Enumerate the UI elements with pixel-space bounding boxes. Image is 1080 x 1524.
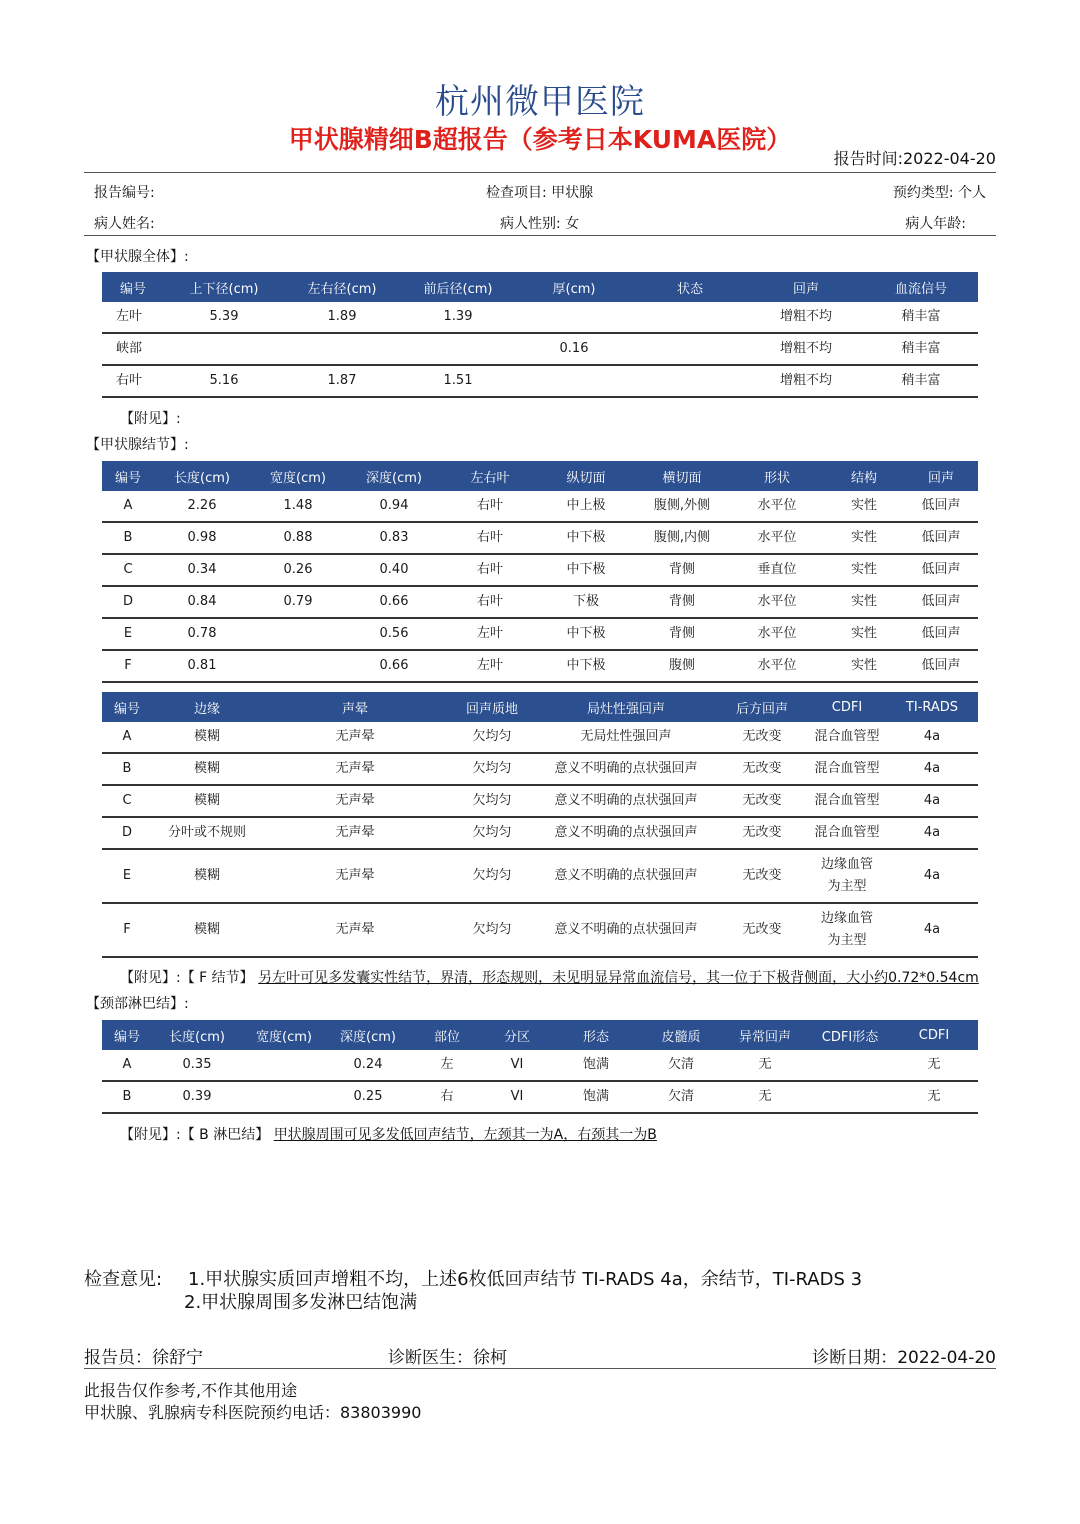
table-row bbox=[102, 1081, 978, 1113]
table-cell: A bbox=[102, 722, 152, 753]
table-cell: 欠均匀 bbox=[448, 722, 536, 753]
table-cell bbox=[632, 333, 748, 365]
table-cell: 意义不明确的点状强回声 bbox=[536, 849, 716, 903]
table-cell: 右叶 bbox=[442, 586, 538, 618]
table-cell: B bbox=[102, 1081, 152, 1113]
table-cell bbox=[810, 1050, 890, 1081]
nodule-table-2 bbox=[102, 692, 978, 958]
table-cell: 水平位 bbox=[730, 522, 824, 554]
nodule-note bbox=[120, 967, 979, 987]
table-cell: 0.56 bbox=[346, 618, 442, 650]
col-header: 编号 bbox=[102, 692, 152, 722]
col-header: 左右径(cm) bbox=[284, 272, 400, 302]
table-cell bbox=[284, 333, 400, 365]
col-header: 局灶性强回声 bbox=[536, 692, 716, 722]
table-cell: 中下极 bbox=[538, 618, 634, 650]
table-cell: 0.25 bbox=[326, 1081, 410, 1113]
col-header: 回声质地 bbox=[448, 692, 536, 722]
col-header: 编号 bbox=[102, 1020, 152, 1050]
table-cell: 0.88 bbox=[250, 522, 346, 554]
table-cell: 无改变 bbox=[716, 753, 808, 785]
table-cell: 4a bbox=[886, 817, 978, 849]
lymph-table bbox=[102, 1020, 978, 1114]
patient-age: 病人年龄: bbox=[905, 216, 966, 232]
table-cell: 无改变 bbox=[716, 785, 808, 817]
table-cell: 下极 bbox=[538, 586, 634, 618]
report-number: 报告编号: bbox=[94, 185, 155, 201]
table-cell: 模糊 bbox=[152, 722, 262, 753]
exam-item: 检查项目: 甲状腺 bbox=[486, 185, 594, 201]
table-row bbox=[102, 333, 978, 365]
header-divider-top bbox=[84, 172, 996, 173]
table-cell bbox=[400, 333, 516, 365]
signature-divider bbox=[84, 1368, 996, 1369]
table-cell: 边缘血管为主型 bbox=[808, 849, 886, 903]
col-header: 皮髓质 bbox=[642, 1020, 720, 1050]
table-cell: 意义不明确的点状强回声 bbox=[536, 785, 716, 817]
report-subtitle: 甲状腺精细B超报告（参考日本KUMA医院） bbox=[288, 125, 792, 154]
table-cell: B bbox=[102, 522, 154, 554]
table-row bbox=[102, 522, 978, 554]
lymph-note bbox=[120, 1124, 657, 1144]
table-cell: 增粗不均 bbox=[748, 365, 864, 397]
table-cell bbox=[250, 618, 346, 650]
table-row bbox=[102, 365, 978, 397]
table-cell: 饱满 bbox=[550, 1050, 642, 1081]
table-cell: 低回声 bbox=[904, 650, 978, 682]
table-cell: 4a bbox=[886, 903, 978, 957]
nodule-header-row-1 bbox=[102, 461, 978, 491]
table-cell: 垂直位 bbox=[730, 554, 824, 586]
table-cell: 低回声 bbox=[904, 491, 978, 522]
col-header: 声晕 bbox=[262, 692, 448, 722]
table-cell: 欠清 bbox=[642, 1081, 720, 1113]
table-cell: 欠均匀 bbox=[448, 903, 536, 957]
table-cell: 意义不明确的点状强回声 bbox=[536, 903, 716, 957]
col-header: CDFI形态 bbox=[810, 1020, 890, 1050]
col-header: 异常回声 bbox=[720, 1020, 810, 1050]
table-cell: 腹侧 bbox=[634, 650, 730, 682]
table-row bbox=[102, 618, 978, 650]
table-row bbox=[102, 491, 978, 522]
col-header: 形态 bbox=[550, 1020, 642, 1050]
table-cell: 实性 bbox=[824, 491, 904, 522]
table-cell: 无声晕 bbox=[262, 903, 448, 957]
table-cell: 右叶 bbox=[442, 554, 538, 586]
col-header: 后方回声 bbox=[716, 692, 808, 722]
col-header: CDFI bbox=[890, 1020, 978, 1050]
table-cell: 无声晕 bbox=[262, 753, 448, 785]
nodule-table-1 bbox=[102, 461, 978, 683]
lymph-header-row bbox=[102, 1020, 978, 1050]
table-cell: 背侧 bbox=[634, 586, 730, 618]
patient-gender: 病人性别: 女 bbox=[500, 216, 580, 232]
table-cell: 左叶 bbox=[442, 650, 538, 682]
table-cell: 水平位 bbox=[730, 618, 824, 650]
col-header: 横切面 bbox=[634, 461, 730, 491]
table-cell: 混合血管型 bbox=[808, 817, 886, 849]
table-cell: E bbox=[102, 618, 154, 650]
col-header: 部位 bbox=[410, 1020, 484, 1050]
table-cell: 无 bbox=[720, 1081, 810, 1113]
table-cell: 峡部 bbox=[102, 333, 164, 365]
col-header: 血流信号 bbox=[864, 272, 978, 302]
table-cell: 无声晕 bbox=[262, 722, 448, 753]
disclaimer: 此报告仅作参考,不作其他用途 bbox=[84, 1381, 298, 1400]
table-cell: VI bbox=[484, 1050, 550, 1081]
table-cell: E bbox=[102, 849, 152, 903]
overall-note: 【附见】: bbox=[120, 411, 181, 427]
table-cell: 背侧 bbox=[634, 618, 730, 650]
table-cell: 稍丰富 bbox=[864, 302, 978, 333]
col-header: 编号 bbox=[102, 272, 164, 302]
table-cell: 0.79 bbox=[250, 586, 346, 618]
table-cell: 腹侧,内侧 bbox=[634, 522, 730, 554]
table-cell: 低回声 bbox=[904, 554, 978, 586]
table-cell: 实性 bbox=[824, 650, 904, 682]
col-header: 深度(cm) bbox=[326, 1020, 410, 1050]
table-row bbox=[102, 302, 978, 333]
diagnosing-doctor: 诊断医生：徐柯 bbox=[388, 1348, 507, 1368]
table-cell: 实性 bbox=[824, 554, 904, 586]
table-cell: 无 bbox=[890, 1081, 978, 1113]
col-header: 状态 bbox=[632, 272, 748, 302]
table-cell: 欠清 bbox=[642, 1050, 720, 1081]
table-cell: D bbox=[102, 586, 154, 618]
col-header: 厚(cm) bbox=[516, 272, 632, 302]
reporter: 报告员：徐舒宁 bbox=[84, 1348, 203, 1368]
table-cell: 0.24 bbox=[326, 1050, 410, 1081]
table-row bbox=[102, 1050, 978, 1081]
report-time: 报告时间:2022-04-20 bbox=[833, 149, 996, 168]
table-cell bbox=[810, 1081, 890, 1113]
table-cell: 低回声 bbox=[904, 586, 978, 618]
patient-name: 病人姓名: bbox=[94, 216, 155, 232]
table-cell: 模糊 bbox=[152, 753, 262, 785]
overall-table bbox=[102, 272, 978, 398]
table-cell: 意义不明确的点状强回声 bbox=[536, 753, 716, 785]
table-cell bbox=[250, 650, 346, 682]
table-cell: 水平位 bbox=[730, 586, 824, 618]
table-cell bbox=[632, 302, 748, 333]
opinion-label: 检查意见: bbox=[84, 1269, 163, 1290]
table-cell: D bbox=[102, 817, 152, 849]
table-cell: 1.87 bbox=[284, 365, 400, 397]
table-cell bbox=[242, 1050, 326, 1081]
col-header: 边缘 bbox=[152, 692, 262, 722]
nodule-section-title: 【甲状腺结节】: bbox=[86, 437, 189, 453]
table-cell: 实性 bbox=[824, 522, 904, 554]
table-cell: 无改变 bbox=[716, 722, 808, 753]
overall-section-title: 【甲状腺全体】: bbox=[86, 249, 189, 265]
table-cell: 欠均匀 bbox=[448, 753, 536, 785]
table-cell: 5.39 bbox=[164, 302, 284, 333]
col-header: 上下径(cm) bbox=[164, 272, 284, 302]
table-cell: 0.40 bbox=[346, 554, 442, 586]
table-cell: 2.26 bbox=[154, 491, 250, 522]
table-cell: 稍丰富 bbox=[864, 333, 978, 365]
table-row bbox=[102, 785, 978, 817]
table-cell: 无局灶性强回声 bbox=[536, 722, 716, 753]
table-cell: 背侧 bbox=[634, 554, 730, 586]
table-row bbox=[102, 849, 978, 903]
col-header: 编号 bbox=[102, 461, 154, 491]
table-cell bbox=[632, 365, 748, 397]
table-cell: 左叶 bbox=[102, 302, 164, 333]
table-cell: 0.35 bbox=[152, 1050, 242, 1081]
table-cell bbox=[516, 302, 632, 333]
table-cell: 0.16 bbox=[516, 333, 632, 365]
table-cell: 右叶 bbox=[442, 522, 538, 554]
hospital-name: 杭州微甲医院 bbox=[435, 82, 645, 122]
table-cell: 低回声 bbox=[904, 522, 978, 554]
table-cell: 0.26 bbox=[250, 554, 346, 586]
lymph-note-text: 甲状腺周围可见多发低回声结节，左颈其一为A，右颈其一为B bbox=[273, 1127, 657, 1143]
table-cell: 0.84 bbox=[154, 586, 250, 618]
nodule-note-text: 另左叶可见多发囊实性结节，界清，形态规则，未见明显异常血流信号，其一位于下极背侧面，大小约0.72*0.54cm bbox=[258, 970, 979, 986]
table-cell: 饱满 bbox=[550, 1081, 642, 1113]
nodule-note-prefix: 【附见】:【 F 结节】 bbox=[120, 970, 254, 986]
table-cell bbox=[242, 1081, 326, 1113]
col-header: 回声 bbox=[748, 272, 864, 302]
table-cell: 左 bbox=[410, 1050, 484, 1081]
table-cell: 右 bbox=[410, 1081, 484, 1113]
diagnosis-date: 诊断日期：2022-04-20 bbox=[812, 1348, 996, 1368]
table-cell: B bbox=[102, 753, 152, 785]
table-cell: 无 bbox=[890, 1050, 978, 1081]
table-cell: 意义不明确的点状强回声 bbox=[536, 817, 716, 849]
table-cell bbox=[164, 333, 284, 365]
col-header: 分区 bbox=[484, 1020, 550, 1050]
table-cell: 无改变 bbox=[716, 903, 808, 957]
table-cell: C bbox=[102, 554, 154, 586]
table-cell bbox=[516, 365, 632, 397]
opinion-line-1: 1.甲状腺实质回声增粗不均，上述6枚低回声结节 TI-RADS 4a，余结节，TI-RADS 3 bbox=[188, 1269, 863, 1290]
opinion-line-2: 2.甲状腺周围多发淋巴结饱满 bbox=[184, 1292, 418, 1313]
col-header: 长度(cm) bbox=[152, 1020, 242, 1050]
table-cell: 分叶或不规则 bbox=[152, 817, 262, 849]
table-row bbox=[102, 817, 978, 849]
header-divider-bottom bbox=[84, 235, 996, 236]
table-cell: 4a bbox=[886, 722, 978, 753]
table-cell: 中下极 bbox=[538, 554, 634, 586]
table-cell: 欠均匀 bbox=[448, 849, 536, 903]
table-cell: 模糊 bbox=[152, 903, 262, 957]
table-cell: 0.66 bbox=[346, 650, 442, 682]
col-header: 回声 bbox=[904, 461, 978, 491]
table-cell: 欠均匀 bbox=[448, 785, 536, 817]
table-cell: 0.66 bbox=[346, 586, 442, 618]
table-cell: 中下极 bbox=[538, 522, 634, 554]
table-cell: 混合血管型 bbox=[808, 753, 886, 785]
col-header: 左右叶 bbox=[442, 461, 538, 491]
lymph-note-prefix: 【附见】:【 B 淋巴结】 bbox=[120, 1127, 270, 1143]
table-cell: 中上极 bbox=[538, 491, 634, 522]
table-cell: A bbox=[102, 1050, 152, 1081]
table-cell: 模糊 bbox=[152, 785, 262, 817]
table-cell: 腹侧,外侧 bbox=[634, 491, 730, 522]
table-cell: 0.78 bbox=[154, 618, 250, 650]
table-cell: 无声晕 bbox=[262, 849, 448, 903]
table-cell: 4a bbox=[886, 753, 978, 785]
table-row bbox=[102, 554, 978, 586]
table-cell: 水平位 bbox=[730, 650, 824, 682]
table-cell: 模糊 bbox=[152, 849, 262, 903]
table-cell: 0.94 bbox=[346, 491, 442, 522]
table-cell: 4a bbox=[886, 785, 978, 817]
table-cell: 1.51 bbox=[400, 365, 516, 397]
table-cell: 0.39 bbox=[152, 1081, 242, 1113]
table-cell: 水平位 bbox=[730, 491, 824, 522]
table-cell: 0.83 bbox=[346, 522, 442, 554]
col-header: CDFI bbox=[808, 692, 886, 722]
table-cell: 5.16 bbox=[164, 365, 284, 397]
table-cell: 无声晕 bbox=[262, 817, 448, 849]
table-cell: 0.81 bbox=[154, 650, 250, 682]
table-cell: 边缘血管为主型 bbox=[808, 903, 886, 957]
col-header: 宽度(cm) bbox=[250, 461, 346, 491]
table-cell: 实性 bbox=[824, 618, 904, 650]
table-cell: 无 bbox=[720, 1050, 810, 1081]
table-cell: 低回声 bbox=[904, 618, 978, 650]
lymph-section-title: 【颈部淋巴结】: bbox=[86, 996, 189, 1012]
table-cell: 1.39 bbox=[400, 302, 516, 333]
table-cell: 0.98 bbox=[154, 522, 250, 554]
table-cell: F bbox=[102, 903, 152, 957]
table-cell: 0.34 bbox=[154, 554, 250, 586]
table-row bbox=[102, 753, 978, 785]
appointment-type: 预约类型: 个人 bbox=[892, 185, 986, 201]
col-header: 宽度(cm) bbox=[242, 1020, 326, 1050]
table-row bbox=[102, 903, 978, 957]
table-row bbox=[102, 722, 978, 753]
col-header: 结构 bbox=[824, 461, 904, 491]
table-cell: 增粗不均 bbox=[748, 302, 864, 333]
table-cell: 右叶 bbox=[102, 365, 164, 397]
table-cell: 混合血管型 bbox=[808, 785, 886, 817]
table-cell: 右叶 bbox=[442, 491, 538, 522]
table-row bbox=[102, 650, 978, 682]
table-cell: F bbox=[102, 650, 154, 682]
appointment-phone: 甲状腺、乳腺病专科医院预约电话：83803990 bbox=[84, 1403, 422, 1422]
table-cell: 稍丰富 bbox=[864, 365, 978, 397]
col-header: TI-RADS bbox=[886, 692, 978, 722]
table-cell: 增粗不均 bbox=[748, 333, 864, 365]
col-header: 深度(cm) bbox=[346, 461, 442, 491]
table-cell: 4a bbox=[886, 849, 978, 903]
col-header: 长度(cm) bbox=[154, 461, 250, 491]
table-cell: A bbox=[102, 491, 154, 522]
nodule-header-row-2 bbox=[102, 692, 978, 722]
col-header: 纵切面 bbox=[538, 461, 634, 491]
table-cell: 混合血管型 bbox=[808, 722, 886, 753]
col-header: 前后径(cm) bbox=[400, 272, 516, 302]
overall-header-row bbox=[102, 272, 978, 302]
table-cell: 欠均匀 bbox=[448, 817, 536, 849]
table-cell: 无改变 bbox=[716, 849, 808, 903]
table-row bbox=[102, 586, 978, 618]
table-cell: 无声晕 bbox=[262, 785, 448, 817]
col-header: 形状 bbox=[730, 461, 824, 491]
table-cell: 实性 bbox=[824, 586, 904, 618]
table-cell: C bbox=[102, 785, 152, 817]
table-cell: VI bbox=[484, 1081, 550, 1113]
table-cell: 1.89 bbox=[284, 302, 400, 333]
table-cell: 中下极 bbox=[538, 650, 634, 682]
table-cell: 1.48 bbox=[250, 491, 346, 522]
table-cell: 左叶 bbox=[442, 618, 538, 650]
table-cell: 无改变 bbox=[716, 817, 808, 849]
